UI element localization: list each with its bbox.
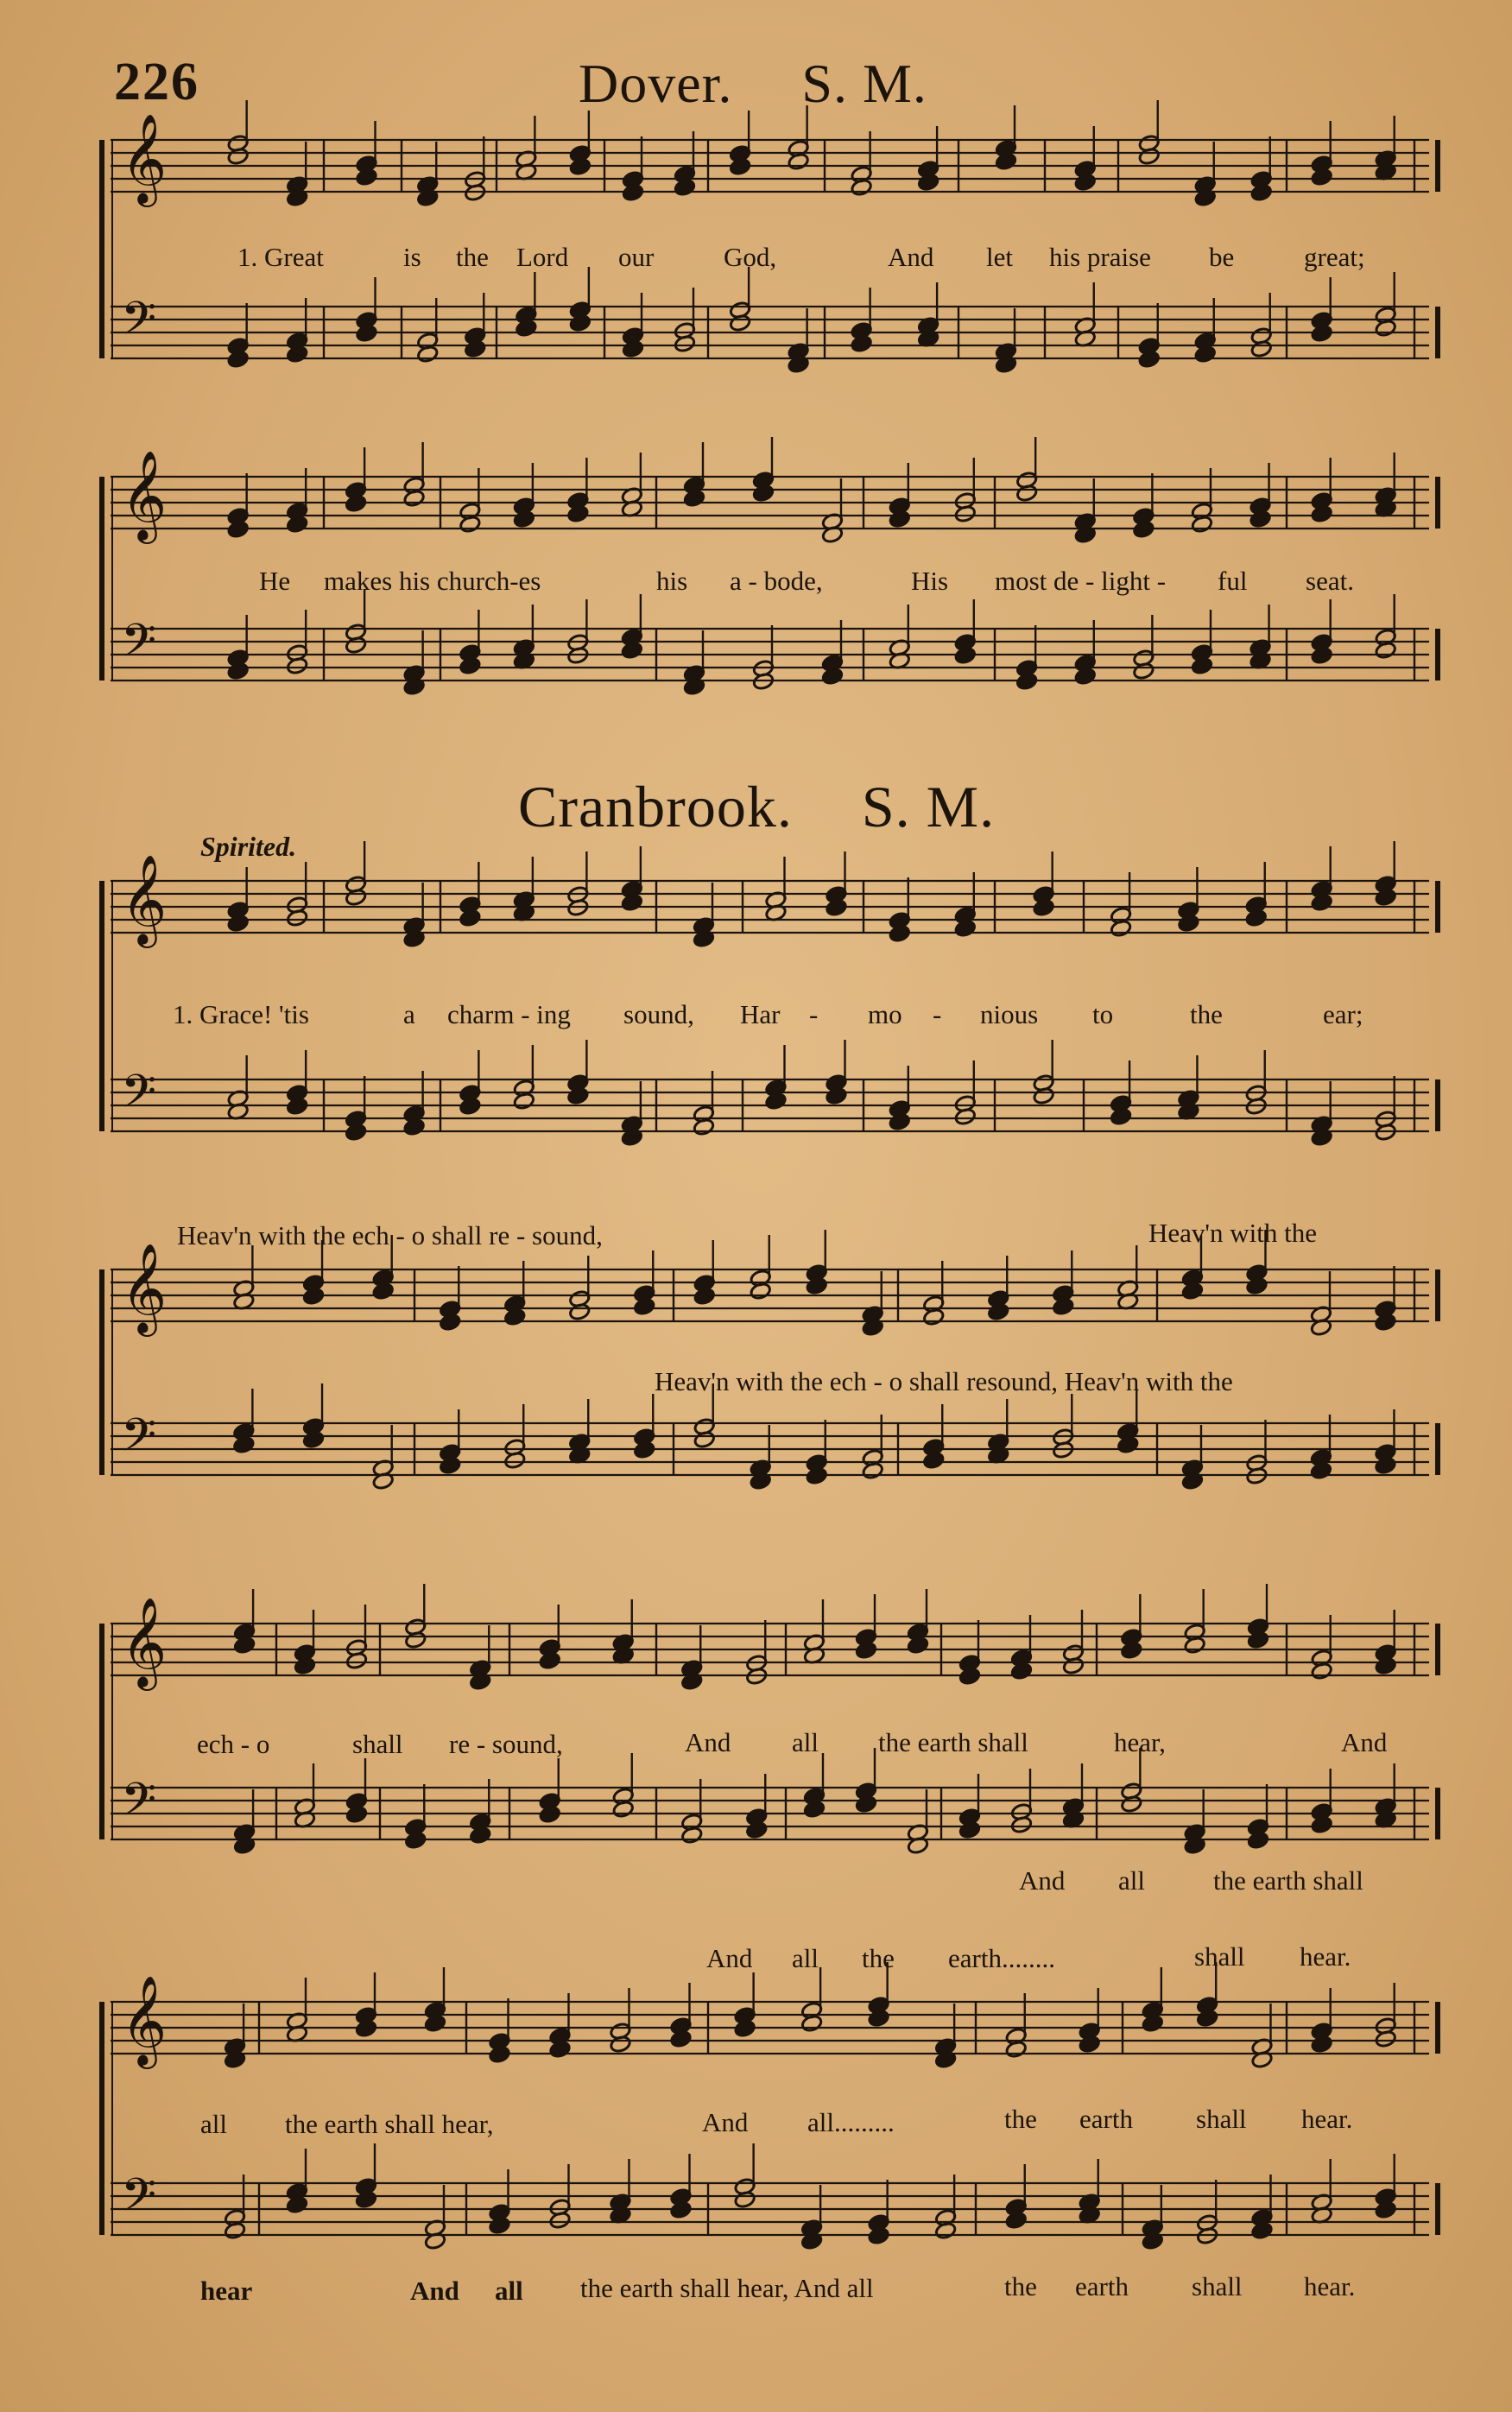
- lyric: his praise: [1049, 242, 1151, 272]
- lyric: a: [403, 999, 415, 1029]
- lyric: And: [706, 1943, 753, 1973]
- treble-clef-icon: 𝄞: [121, 854, 168, 945]
- lyric: hear: [200, 2276, 253, 2306]
- lyric: shall: [1194, 1941, 1245, 1972]
- bass-clef-icon: 𝄢: [121, 1066, 157, 1130]
- hymn-title-cranbrook: [518, 773, 995, 841]
- lyric: the earth shall hear,: [285, 2109, 494, 2139]
- lyric: Lord: [516, 242, 569, 272]
- lyric: be: [1209, 242, 1235, 272]
- page-number: 226: [114, 53, 199, 111]
- lyric: earth: [1079, 2104, 1133, 2134]
- lyric: the earth shall: [878, 1727, 1028, 1757]
- lyric: -: [933, 999, 942, 1029]
- meter-text: S. M.: [861, 774, 996, 839]
- lyric: hear.: [1300, 1941, 1351, 1972]
- title-text: Cranbrook.: [518, 774, 793, 839]
- lyric: shall: [1192, 2271, 1243, 2301]
- lyric: seat.: [1306, 566, 1354, 596]
- lyric: 1. Great: [237, 242, 324, 272]
- lyric: And: [685, 1727, 731, 1757]
- lyric: most de - light -: [995, 566, 1167, 596]
- lyric: the: [456, 242, 489, 272]
- lyric: his: [656, 566, 688, 596]
- lyric: nious: [980, 999, 1039, 1029]
- lyric: shall: [1196, 2104, 1247, 2134]
- lyric: earth........: [948, 1943, 1055, 1973]
- treble-clef-icon: 𝄞: [121, 113, 168, 204]
- bass-clef-icon: 𝄢: [121, 2169, 157, 2233]
- lyric: all: [792, 1727, 819, 1757]
- treble-clef-icon: 𝄞: [121, 450, 168, 541]
- cranbrook-lyrics-2-top: Heav'n with the ech - o shall re - sound,: [177, 1220, 603, 1250]
- lyric: to: [1092, 999, 1114, 1029]
- lyric: all: [200, 2109, 227, 2139]
- lyric: re - sound,: [449, 1729, 563, 1759]
- cranbrook-lyrics-2-alto: Heav'n with the ech - o shall resound, Heav'n with the: [655, 1366, 1233, 1396]
- title-text: Dover.: [579, 53, 733, 114]
- lyric: the: [862, 1943, 895, 1973]
- meter-text: S. M.: [801, 53, 927, 114]
- lyric: And: [702, 2107, 749, 2137]
- lyric: His: [911, 566, 949, 596]
- lyric: a - bode,: [730, 566, 823, 596]
- lyric: our: [618, 242, 655, 272]
- lyric: And: [1019, 1865, 1066, 1896]
- lyric: sound,: [623, 999, 694, 1029]
- lyric: -: [809, 999, 819, 1029]
- lyric: all.........: [807, 2107, 895, 2137]
- bass-clef-icon: 𝄢: [121, 615, 157, 679]
- lyric: hear.: [1304, 2271, 1356, 2301]
- lyric: all: [1118, 1865, 1145, 1896]
- lyric: God,: [724, 242, 777, 272]
- lyric: shall: [352, 1729, 403, 1759]
- lyric: He: [259, 566, 291, 596]
- lyric: Har: [740, 999, 781, 1029]
- bass-clef-icon: 𝄢: [121, 293, 157, 357]
- lyric: ear;: [1323, 999, 1363, 1029]
- lyric: the: [1190, 999, 1223, 1029]
- lyric: hear.: [1301, 2104, 1353, 2134]
- lyric: the earth shall hear, And all: [580, 2273, 874, 2303]
- lyric: let: [986, 242, 1013, 272]
- lyric: the: [1004, 2271, 1037, 2301]
- lyric: the earth shall: [1213, 1865, 1363, 1896]
- tempo-marking: Spirited.: [200, 831, 297, 862]
- treble-clef-icon: 𝄞: [121, 1975, 168, 2066]
- bass-clef-icon: 𝄢: [121, 1409, 157, 1473]
- lyric: 1. Grace! 'tis: [173, 999, 309, 1029]
- cranbrook-lyrics-2-top-right: Heav'n with the: [1148, 1218, 1317, 1248]
- lyric: the: [1004, 2104, 1037, 2134]
- lyric: And: [888, 242, 934, 272]
- treble-clef-icon: 𝄞: [121, 1597, 168, 1687]
- lyric: is: [403, 242, 421, 272]
- lyric: all: [792, 1943, 819, 1973]
- hymn-title-dover: [579, 52, 927, 116]
- lyric: great;: [1304, 242, 1365, 272]
- lyric: And: [410, 2276, 459, 2306]
- bass-clef-icon: 𝄢: [121, 1774, 157, 1838]
- treble-clef-icon: 𝄞: [121, 1243, 168, 1333]
- lyric: mo: [868, 999, 902, 1029]
- lyric: all: [495, 2276, 523, 2306]
- lyric: charm - ing: [447, 999, 571, 1029]
- lyric: And: [1341, 1727, 1388, 1757]
- lyric: ful: [1218, 566, 1248, 596]
- lyric: hear,: [1114, 1727, 1166, 1757]
- lyric: earth: [1075, 2271, 1129, 2301]
- lyric: ech - o: [197, 1729, 270, 1759]
- lyric: makes his church-es: [324, 566, 541, 596]
